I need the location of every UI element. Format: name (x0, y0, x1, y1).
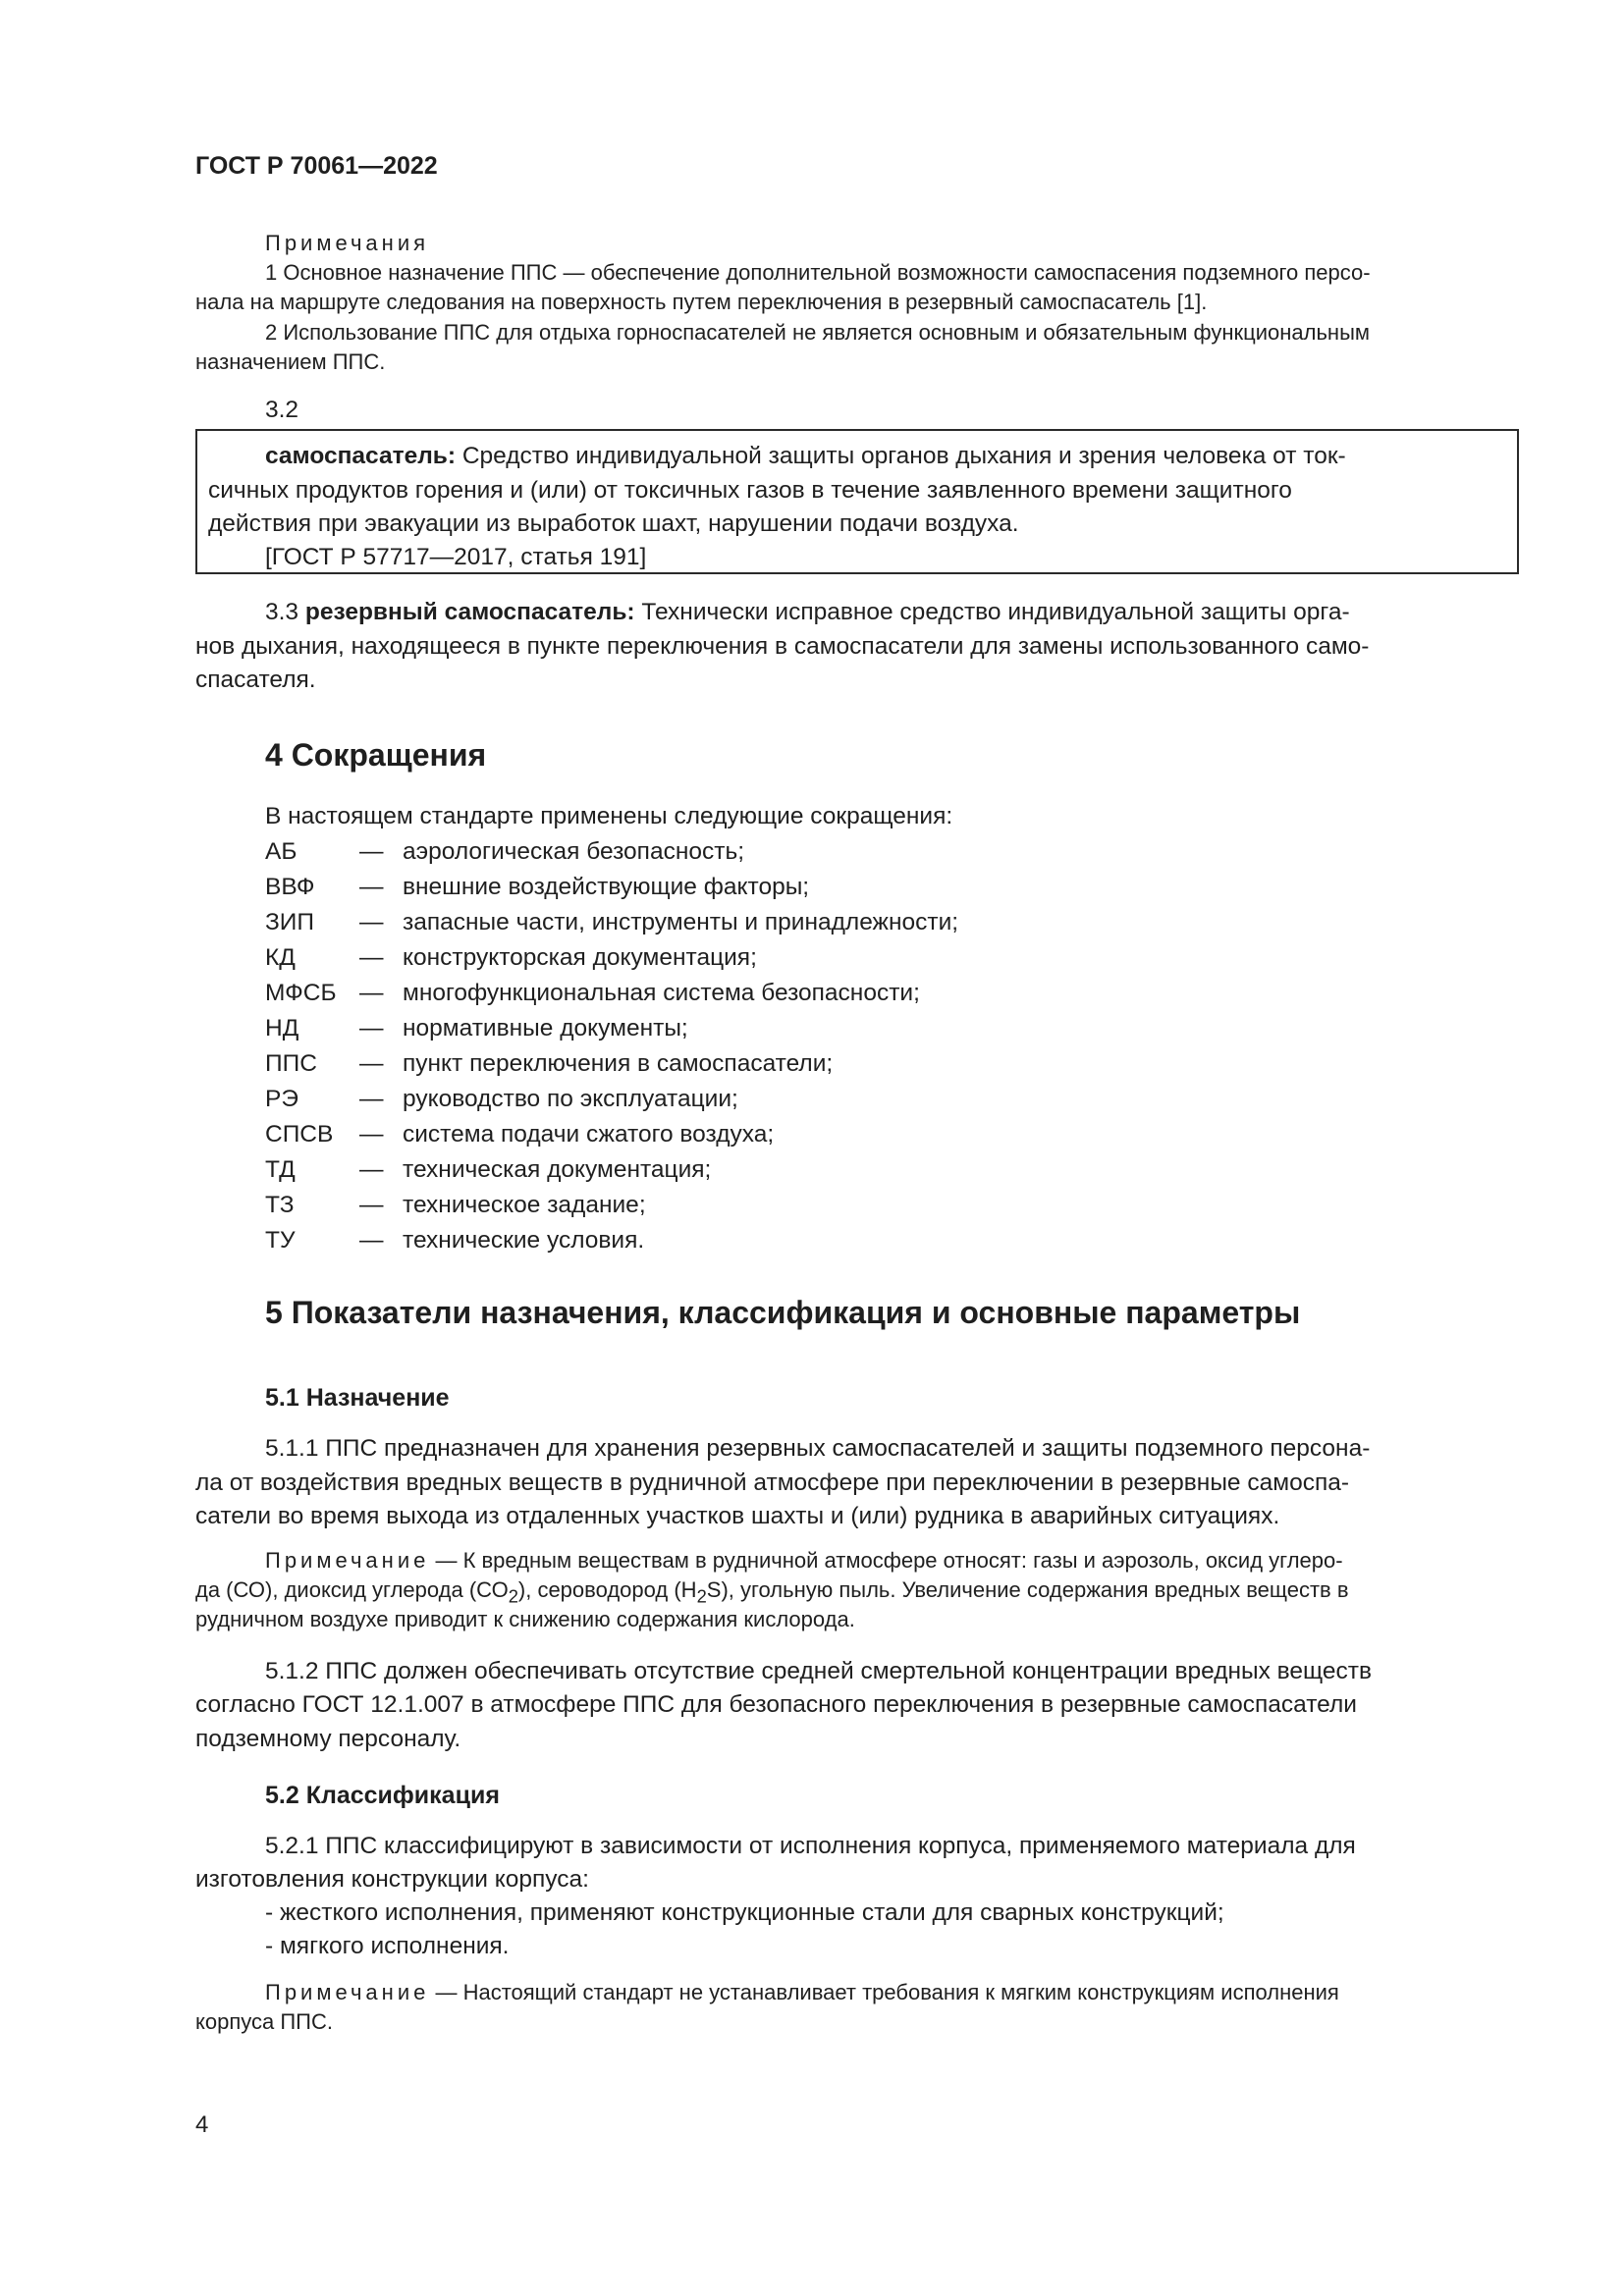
document-id-header: ГОСТ Р 70061—2022 (195, 152, 438, 180)
paragraph-5-1-1-line-1: 5.1.1 ППС предназначен для хранения резервных самоспасателей и защиты подземного персона- (265, 1435, 1371, 1462)
note-harmful-text-2b: ), сероводород (Н (517, 1577, 697, 1602)
abbreviation-meaning: технические условия. (403, 1227, 645, 1254)
note-harmful-text-1: — К вредным веществам в рудничной атмосфере относят: газы и аэрозоль, оксид углеро- (429, 1548, 1343, 1573)
abbreviation-row (265, 1085, 298, 1114)
abbreviation-dash: — (359, 874, 384, 900)
definition-3-2-line-3: действия при эвакуации из выработок шахт, нарушении подачи воздуха. (208, 510, 1019, 537)
section-5-2-heading: 5.2 Классификация (265, 1782, 500, 1809)
abbreviation-row (265, 1155, 296, 1185)
note-2-line-1: 2 Использование ППС для отдыха горноспасателей не является основным и обязательным функциональным (265, 320, 1371, 345)
page-number: 4 (195, 2111, 209, 2138)
abbreviation-dash: — (359, 944, 384, 971)
list-item-soft: - мягкого исполнения. (265, 1933, 510, 1959)
definition-3-3-text-1: Технически исправное средство индивидуальной защиты орга- (634, 599, 1350, 625)
note-2-line-2: назначением ППС. (195, 349, 386, 374)
note-1-line-1: 1 Основное назначение ППС — обеспечение дополнительной возможности самоспасения подземного персо- (265, 260, 1371, 285)
definition-3-3-line-2: нов дыхания, находящееся в пункте переключения в самоспасатели для замены использованного само- (195, 633, 1370, 660)
abbreviation-code: МФСБ (265, 980, 337, 1006)
note-label: Примечание (265, 1548, 430, 1573)
definition-3-2-source: [ГОСТ Р 57717—2017, статья 191] (265, 544, 647, 570)
abbreviation-meaning: руководство по эксплуатации; (403, 1086, 738, 1112)
abbreviation-meaning: конструкторская документация; (403, 944, 757, 971)
note-label: Примечание (265, 1980, 430, 2004)
section-4-heading: 4 Сокращения (265, 737, 487, 773)
abbreviation-meaning: запасные части, инструменты и принадлежности; (403, 909, 959, 935)
paragraph-5-2-1-line-2: изготовления конструкции корпуса: (195, 1866, 589, 1893)
note-standard-line-2: корпуса ППС. (195, 2009, 333, 2034)
section-3-3-number: 3.3 (265, 599, 305, 625)
abbreviation-row (265, 1226, 296, 1255)
abbreviation-dash: — (359, 1015, 384, 1041)
abbreviation-meaning: нормативные документы; (403, 1015, 688, 1041)
abbreviation-row (265, 943, 296, 973)
abbreviation-dash: — (359, 1121, 384, 1148)
abbreviation-dash: — (359, 1227, 384, 1254)
abbreviation-code: НД (265, 1015, 299, 1041)
abbreviation-row (265, 1014, 298, 1043)
abbreviation-dash: — (359, 1086, 384, 1112)
abbreviation-meaning: техническое задание; (403, 1192, 646, 1218)
abbreviation-code: ТЗ (265, 1192, 295, 1218)
abbreviations-intro: В настоящем стандарте применены следующие сокращения: (265, 803, 953, 829)
abbreviation-code: ТУ (265, 1227, 296, 1254)
section-5-heading: 5 Показатели назначения, классификация и основные параметры (265, 1295, 1301, 1330)
abbreviation-code: СПСВ (265, 1121, 334, 1148)
note-standard-text-1: — Настоящий стандарт не устанавливает требования к мягким конструкциям исполнения (429, 1980, 1339, 2004)
abbreviation-row (265, 908, 314, 937)
note-harmful-line-3: рудничном воздухе приводит к снижению содержания кислорода. (195, 1607, 855, 1631)
note-harmful-text-2a: да (СО), диоксид углерода (СО (195, 1577, 509, 1602)
abbreviation-row (265, 979, 337, 1008)
section-5-1-heading: 5.1 Назначение (265, 1384, 450, 1412)
abbreviation-code: ЗИП (265, 909, 315, 935)
abbreviation-meaning: аэрологическая безопасность; (403, 838, 745, 865)
notes-heading: Примечания (265, 231, 430, 255)
abbreviation-row (265, 1049, 317, 1079)
abbreviation-code: АБ (265, 838, 298, 865)
subscript-h2s: 2 (696, 1585, 707, 1607)
definition-3-2-line-1 (265, 442, 1346, 471)
term-reserve-self-rescuer: резервный самоспасатель: (304, 599, 635, 625)
abbreviation-code: ТД (265, 1156, 296, 1183)
abbreviation-dash: — (359, 980, 384, 1006)
abbreviation-dash: — (359, 1156, 384, 1183)
abbreviation-meaning: техническая документация; (403, 1156, 712, 1183)
abbreviation-code: ВВФ (265, 874, 315, 900)
term-self-rescuer: самоспасатель: (265, 443, 457, 469)
paragraph-5-2-1-line-1: 5.2.1 ППС классифицируют в зависимости от исполнения корпуса, применяемого материала для (265, 1833, 1356, 1859)
section-3-2-number: 3.2 (265, 397, 299, 423)
definition-3-3-line-3: спасателя. (195, 667, 316, 693)
abbreviation-meaning: многофункциональная система безопасности; (403, 980, 920, 1006)
paragraph-5-1-2-line-2: согласно ГОСТ 12.1.007 в атмосфере ППС для безопасного переключения в резервные самоспасатели (195, 1691, 1357, 1718)
paragraph-5-1-1-line-3: сатели во время выхода из отдаленных участков шахты и (или) рудника в аварийных ситуациях. (195, 1503, 1280, 1529)
definition-3-2-text-1: Средство индивидуальной защиты органов дыхания и зрения человека от ток- (456, 443, 1346, 469)
abbreviation-code: ППС (265, 1050, 317, 1077)
abbreviation-meaning: пункт переключения в самоспасатели; (403, 1050, 834, 1077)
definition-3-3-line-1 (265, 598, 1350, 627)
abbreviation-dash: — (359, 838, 384, 865)
abbreviation-dash: — (359, 1192, 384, 1218)
abbreviation-row (265, 873, 315, 902)
abbreviation-dash: — (359, 909, 384, 935)
note-harmful-line-1 (265, 1547, 1343, 1575)
abbreviation-meaning: система подачи сжатого воздуха; (403, 1121, 775, 1148)
abbreviation-row (265, 1120, 333, 1149)
abbreviation-code: РЭ (265, 1086, 298, 1112)
list-item-rigid: - жесткого исполнения, применяют конструкционные стали для сварных конструкций; (265, 1899, 1224, 1926)
definition-3-2-line-2: сичных продуктов горения и (или) от токсичных газов в течение заявленного времени защитного (208, 477, 1292, 504)
abbreviation-row (265, 837, 297, 867)
paragraph-5-1-2-line-3: подземному персоналу. (195, 1726, 461, 1752)
abbreviation-dash: — (359, 1050, 384, 1077)
note-harmful-text-2c: S), угольную пыль. Увеличение содержания вредных веществ в (706, 1577, 1349, 1602)
paragraph-5-1-2-line-1: 5.1.2 ППС должен обеспечивать отсутствие средней смертельной концентрации вредных веществ (265, 1658, 1373, 1684)
subscript-co2: 2 (508, 1585, 518, 1607)
abbreviation-row (265, 1191, 295, 1220)
note-standard-line-1 (265, 1979, 1339, 2006)
abbreviation-code: КД (265, 944, 296, 971)
note-1-line-2: нала на маршруте следования на поверхность путем переключения в резервный самоспасатель [1]. (195, 290, 1208, 314)
abbreviation-meaning: внешние воздействующие факторы; (403, 874, 810, 900)
paragraph-5-1-1-line-2: ла от воздействия вредных веществ в рудничной атмосфере при переключении в резервные самоспа- (195, 1469, 1350, 1496)
